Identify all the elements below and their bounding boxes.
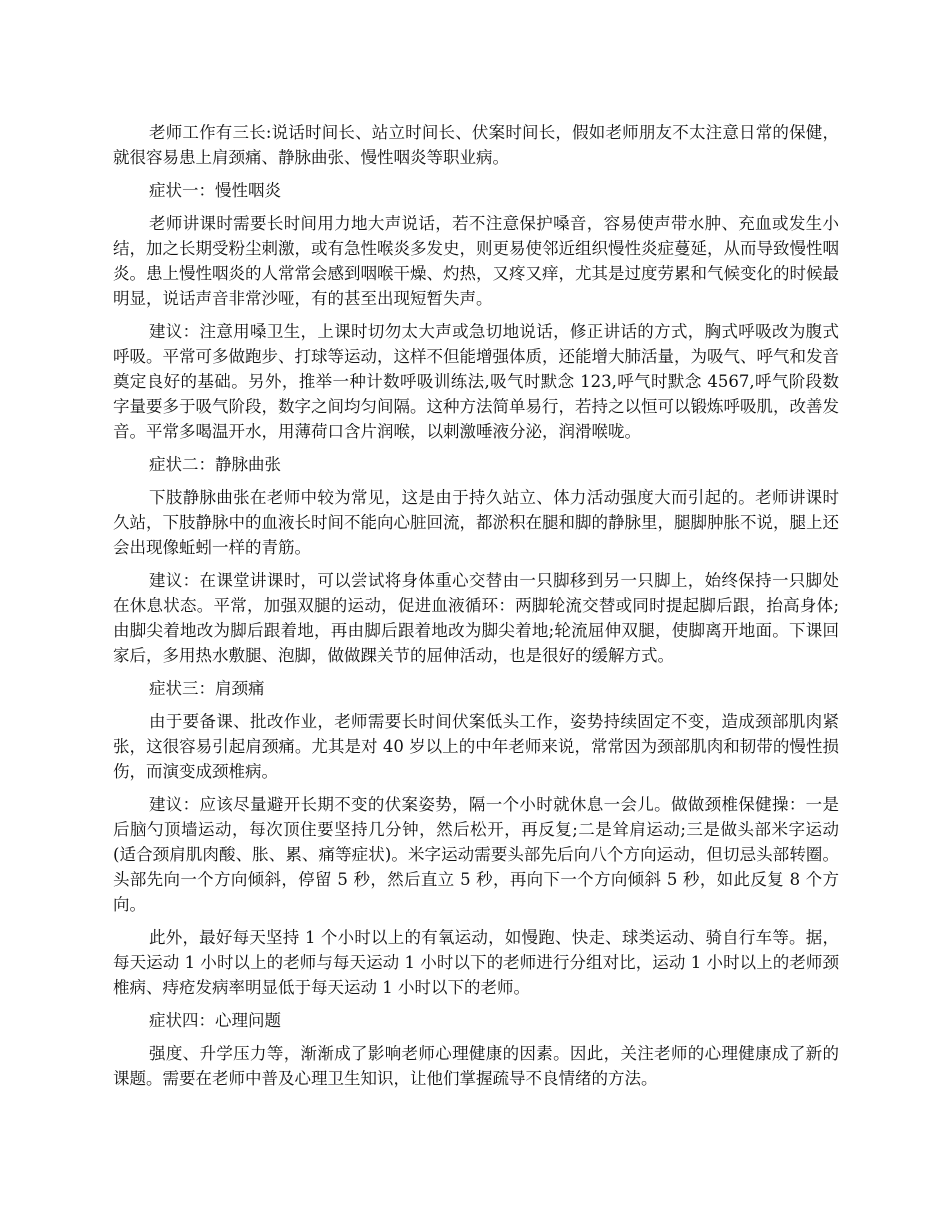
section-heading-symptom-2: 症状二：静脉曲张 — [149, 455, 281, 474]
symptom-3-description: 由于要备课、批改作业，老师需要长时间伏案低头工作，姿势持续固定不变，造成颈部肌肉紧张，这很容易引起肩颈痛。尤其是对 40 岁以上的中年老师来说，常常因为颈部肌肉和韧带的慢性损伤，而演变成颈椎病。 — [113, 712, 839, 781]
symptom-2-advice: 建议：在课堂讲课时，可以尝试将身体重心交替由一只脚移到另一只脚上，始终保持一只脚处在休息状态。平常，加强双腿的运动，促进血液循环：两脚轮流交替或同时提起脚后跟，抬高身体;由脚尖着地改为脚后跟着地，再由脚后跟着地改为脚尖着地;轮流屈伸双腿，使脚离开地面。下课回家后，多用热水敷腿、泡脚，做做踝关节的屈伸活动，也是很好的缓解方式。 — [113, 571, 839, 665]
section-heading-symptom-3: 症状三：肩颈痛 — [149, 679, 265, 698]
symptom-1-advice: 建议：注意用嗓卫生，上课时切勿太大声或急切地说话，修正讲话的方式，胸式呼吸改为腹式呼吸。平常可多做跑步、打球等运动，这样不但能增强体质，还能增大肺活量，为吸气、呼气和发音奠定良好的基础。另外，推举一种计数呼吸训练法,吸气时默念 123,呼气时默念 4567,呼气阶段数字量要多于吸气阶段，数字之间均匀间隔。这种方法简单易行，若持之以恒可以锻炼呼吸肌，改善发音。平常多喝温开水，用薄荷口含片润喉，以刺激唾液分泌，润滑喉咙。 — [113, 322, 839, 441]
symptom-1-description: 老师讲课时需要长时间用力地大声说话，若不注意保护嗓音，容易使声带水肿、充血或发生小结，加之长期受粉尘刺激，或有急性喉炎多发史，则更易使邻近组织慢性炎症蔓延，从而导致慢性咽炎。患上慢性咽炎的人常常会感到咽喉干燥、灼热，又疼又痒，尤其是过度劳累和气候变化的时候最明显，说话声音非常沙哑，有的甚至出现短暂失声。 — [113, 214, 839, 308]
section-heading-symptom-1: 症状一：慢性咽炎 — [149, 181, 281, 200]
symptom-3-exercise-note: 此外，最好每天坚持 1 个小时以上的有氧运动，如慢跑、快走、球类运动、骑自行车等。据，每天运动 1 小时以上的老师与每天运动 1 小时以下的老师进行分组对比，运动 1 小时以上的老师颈椎病、痔疮发病率明显低于每天运动 1 小时以下的老师。 — [113, 928, 839, 997]
symptom-3-advice: 建议：应该尽量避开长期不变的伏案姿势，隔一个小时就休息一会儿。做做颈椎保健操：一是后脑勺顶墙运动，每次顶住要坚持几分钟，然后松开，再反复;二是耸肩运动;三是做头部米字运动(适合颈肩肌肉酸、胀、累、痛等症状)。米字运动需要头部先后向八个方向运动，但切忌头部转圈。头部先向一个方向倾斜，停留 5 秒，然后直立 5 秒，再向下一个方向倾斜 5 秒，如此反复 8 个方向。 — [113, 795, 839, 914]
document-body — [113, 120, 839, 1099]
intro-paragraph: 老师工作有三长:说话时间长、站立时间长、伏案时间长，假如老师朋友不太注意日常的保健，就很容易患上肩颈痛、静脉曲张、慢性咽炎等职业病。 — [113, 123, 839, 167]
symptom-2-description: 下肢静脉曲张在老师中较为常见，这是由于持久站立、体力活动强度大而引起的。老师讲课时久站，下肢静脉中的血液长时间不能向心脏回流，都淤积在腿和脚的静脉里，腿脚肿胀不说，腿上还会出现像蚯蚓一样的青筋。 — [113, 488, 839, 557]
section-heading-symptom-4: 症状四：心理问题 — [149, 1011, 281, 1030]
symptom-4-description: 强度、升学压力等，渐渐成了影响老师心理健康的因素。因此，关注老师的心理健康成了新的课题。需要在老师中普及心理卫生知识，让他们掌握疏导不良情绪的方法。 — [113, 1044, 839, 1088]
